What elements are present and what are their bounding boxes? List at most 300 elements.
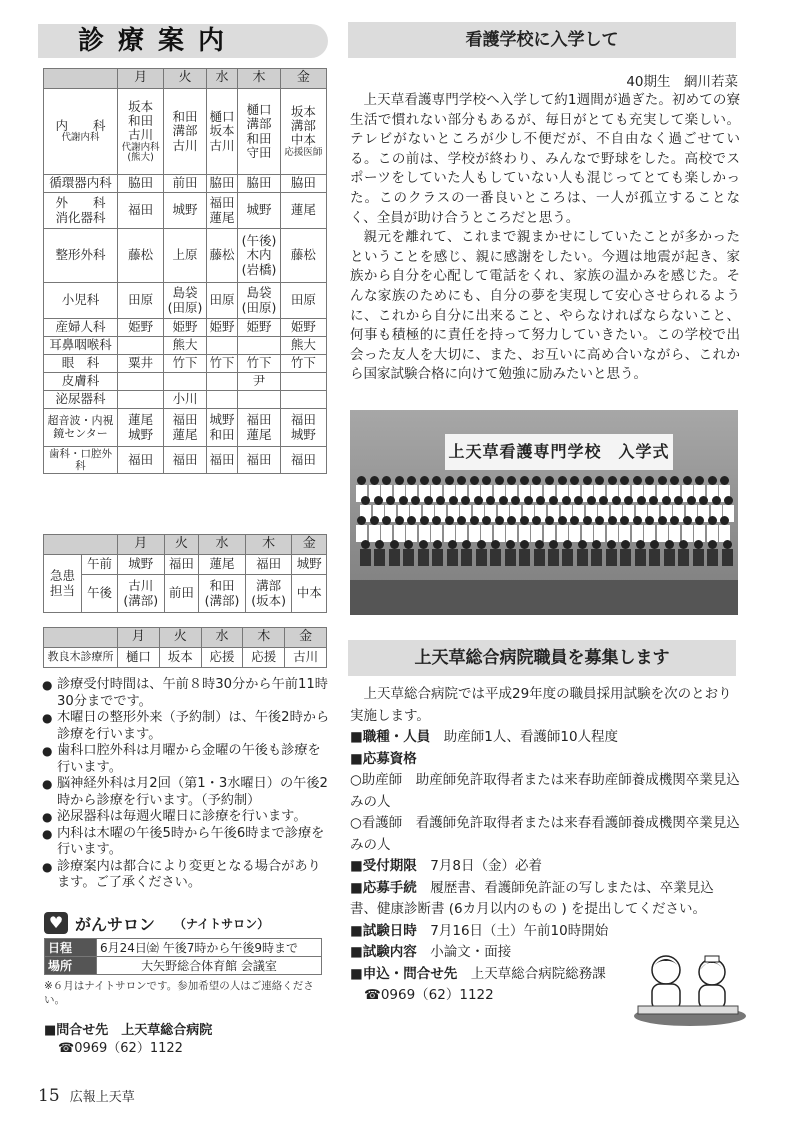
cell-line: 古川 xyxy=(128,127,154,143)
schedule-row xyxy=(44,319,327,337)
recruit-contact-tel: ☎0969（62）1122 xyxy=(364,987,494,1003)
exam-content-value: 小論文・面接 xyxy=(430,944,512,960)
deadline-line xyxy=(350,856,740,878)
cell-line: 田原 xyxy=(128,292,154,308)
doctor-cell xyxy=(238,355,281,373)
note-item: ● 診療案内は都合により変更となる場合があります。ご了承ください。 xyxy=(42,859,332,892)
doctor-cell xyxy=(238,283,281,319)
cell-line: 蓮尾 xyxy=(246,426,272,442)
job-value: 助産師1人、看護師10人程度 xyxy=(443,729,619,745)
people-row xyxy=(356,516,732,542)
cell-line: 福田 xyxy=(209,195,235,211)
department-name xyxy=(44,283,118,319)
doctor-cell xyxy=(118,355,164,373)
cell-line: 島袋 xyxy=(172,285,198,301)
cell-line: 脇田 xyxy=(246,175,272,191)
cell-line: 姫野 xyxy=(128,319,154,335)
person-figure xyxy=(678,540,689,566)
cell-line: 和田 xyxy=(128,112,154,128)
doctor-cell xyxy=(245,575,292,613)
contact-label: ■問合せ先 上天草総合病院 xyxy=(44,1023,213,1038)
cell-line: 和田 xyxy=(209,578,235,594)
cell-line: 尹 xyxy=(252,373,266,389)
note-item: ● 泌尿器科は毎週火曜日に診療を行います。 xyxy=(42,809,332,826)
person-figure xyxy=(406,516,417,542)
doctor-cell xyxy=(206,447,238,474)
doctor-cell: 坂本 xyxy=(159,648,201,668)
clinic-guide-header xyxy=(38,18,328,58)
corner-cell xyxy=(44,628,118,648)
cell-line: 坂本 xyxy=(209,123,235,139)
cell-line: 担当 xyxy=(49,582,75,598)
note-item: ● 脳神経外科は月2回（第1・3水曜日）の午後2時から診療を行います。（予約制） xyxy=(42,776,332,809)
person-figure xyxy=(444,516,455,542)
person-figure xyxy=(481,516,492,542)
doctor-cell xyxy=(118,575,165,613)
person-figure xyxy=(403,540,414,566)
exam-date-value: 7月16日（土）午前10時開始 xyxy=(430,922,609,939)
doctor-cell xyxy=(118,283,164,319)
doctor-cell xyxy=(164,447,207,474)
ceremony-banner: 上天草看護専門学校 入学式 xyxy=(445,434,673,470)
time-slot: 午前 xyxy=(82,555,118,575)
person-figure xyxy=(431,516,442,542)
doctor-cell xyxy=(199,555,246,575)
day-header: 水 xyxy=(201,628,243,648)
cell-line: 福田 xyxy=(290,451,316,467)
doctor-cell: 古川 xyxy=(285,648,327,668)
schedule-table xyxy=(43,68,327,474)
person-figure xyxy=(582,516,593,542)
day-header: 水 xyxy=(199,535,246,555)
qualification-label: ■応募資格 xyxy=(350,750,417,767)
cell-line: 福田 xyxy=(290,412,316,428)
cell-line: 竹下 xyxy=(172,355,198,371)
doctor-cell xyxy=(238,193,281,229)
cell-line: 消化器科 xyxy=(55,209,106,225)
procedure-line xyxy=(350,878,740,921)
cell-line: 藤松 xyxy=(128,247,154,263)
essay-paragraph: 上天草看護専門学校へ入学して約1週間が過ぎた。初めての寮生活で慣れない部分もあるが、毎日がとても充実して楽しい。テレビがないところが少し不便だが、不自由なく過ごせている。この前は、学校が終わり、みんなで野球をした。高校でスポーツをしていた人もしていない人も混じってとても楽しかった。このクラスの一番良いところは、一人が孤立することなく、全員が助け合うところだと思う。 xyxy=(350,92,740,226)
cell-line: 溝部 xyxy=(290,118,316,134)
cell-line: 島袋 xyxy=(246,285,272,301)
doctor-cell xyxy=(238,409,281,447)
doctor-cell xyxy=(206,355,238,373)
person-figure xyxy=(490,540,501,566)
salon-info-table xyxy=(44,938,322,975)
person-figure xyxy=(657,516,668,542)
salon-place-label: 場所 xyxy=(45,957,97,975)
cell-line: 姫野 xyxy=(172,319,198,335)
cell-line: 福田 xyxy=(209,451,235,467)
cell-line: (岩橋) xyxy=(241,261,277,277)
doctor-cell xyxy=(280,229,326,283)
person-figure xyxy=(562,540,573,566)
cell-line: 急患 xyxy=(49,568,75,584)
doctor-cell xyxy=(118,555,165,575)
doctor-cell xyxy=(164,319,207,337)
schedule-row xyxy=(44,337,327,355)
cell-line: 小川 xyxy=(172,391,198,407)
department-name xyxy=(44,319,118,337)
exam-date-label: ■試験日時 xyxy=(350,922,417,939)
doctor-cell xyxy=(206,89,238,175)
cell-line: (溝部) xyxy=(123,592,159,608)
day-header: 水 xyxy=(206,69,238,89)
cell-line: 眼 科 xyxy=(61,355,100,371)
person-figure xyxy=(381,516,392,542)
cell-line: (午後) xyxy=(241,232,277,248)
recruitment-heading: 上天草総合病院職員を募集します xyxy=(348,640,736,676)
nurses-illustration xyxy=(628,948,746,1028)
cell-line: 古川 xyxy=(209,137,235,153)
person-figure xyxy=(644,516,655,542)
doctor-cell xyxy=(280,283,326,319)
procedure-value: 履歴書、看護師免許証の写しまたは、卒業見込書、健康診断書 (6カ月以内のもの ) を提出してください。 xyxy=(350,879,714,917)
cell-line: 福田 xyxy=(128,451,154,467)
person-figure xyxy=(432,540,443,566)
day-header: 火 xyxy=(164,535,199,555)
note-item: ● 木曜日の整形外来（予約制）は、午後2時から診療を行います。 xyxy=(42,710,332,743)
day-header: 月 xyxy=(118,535,165,555)
schedule-row xyxy=(44,373,327,391)
cell-line: 竹下 xyxy=(290,355,316,371)
cell-line: 内 科 xyxy=(55,118,106,134)
department-name: 教良木診療所 xyxy=(44,648,118,668)
person-figure xyxy=(649,540,660,566)
day-header: 木 xyxy=(243,628,285,648)
cell-line: 樋口 xyxy=(246,101,272,117)
person-figure xyxy=(374,540,385,566)
cell-line: 城野 xyxy=(296,556,322,572)
cell-line: 姫野 xyxy=(209,319,235,335)
day-header: 火 xyxy=(164,69,207,89)
job-label: ■職種・人員 xyxy=(350,729,431,745)
person-figure xyxy=(619,516,630,542)
cell-line: 福田 xyxy=(128,202,154,218)
cell-line: (田原) xyxy=(241,299,277,315)
doctor-cell xyxy=(280,373,326,391)
cell-line: 福田 xyxy=(172,451,198,467)
doctor-cell xyxy=(164,575,199,613)
cell-line: 皮膚科 xyxy=(61,373,100,389)
doctor-cell xyxy=(280,355,326,373)
cell-line: 姫野 xyxy=(290,319,316,335)
person-figure xyxy=(469,516,480,542)
person-figure xyxy=(544,516,555,542)
doctor-cell xyxy=(206,337,238,355)
day-header: 月 xyxy=(118,69,164,89)
schedule-row xyxy=(44,283,327,319)
department-name xyxy=(44,229,118,283)
person-figure xyxy=(494,516,505,542)
cell-line: 脇田 xyxy=(209,175,235,191)
salon-note: ※６月はナイトサロンです。参加希望の人はご連絡ください。 xyxy=(44,980,314,1006)
cell-line: 和田 xyxy=(246,130,272,146)
day-header: 木 xyxy=(245,535,292,555)
person-figure xyxy=(620,540,631,566)
person-figure xyxy=(632,516,643,542)
person-figure xyxy=(360,540,371,566)
emergency-table xyxy=(43,534,327,613)
department-name xyxy=(44,391,118,409)
doctor-cell xyxy=(164,409,207,447)
cell-line: 代謝内科 xyxy=(121,141,160,153)
note-item: ● 歯科口腔外科は月曜から金曜の午後も診療を行います。 xyxy=(42,743,332,776)
cell-line: 城野 xyxy=(128,556,154,572)
person-figure xyxy=(519,540,530,566)
person-figure xyxy=(707,516,718,542)
person-figure xyxy=(456,516,467,542)
doctor-cell xyxy=(280,193,326,229)
doctor-cell xyxy=(164,229,207,283)
doctor-cell xyxy=(292,555,327,575)
cell-line: 姫野 xyxy=(246,319,272,335)
clinic-guide-title: 診療案内 xyxy=(78,26,239,56)
department-name xyxy=(44,193,118,229)
person-figure xyxy=(693,540,704,566)
schedule-row xyxy=(44,229,327,283)
salon-date-value: 6月24日㈮ 午後7時から午後9時まで xyxy=(97,939,322,957)
person-figure xyxy=(722,540,733,566)
cell-line: 応援医師 xyxy=(284,146,323,158)
doctor-cell xyxy=(164,391,207,409)
branch-row xyxy=(44,648,327,668)
cell-line: 外 科 xyxy=(55,195,106,211)
person-figure xyxy=(519,516,530,542)
cell-line: 城野 xyxy=(209,412,235,428)
essay-body xyxy=(350,91,740,385)
doctor-cell xyxy=(118,89,164,175)
cell-line: 脇田 xyxy=(128,175,154,191)
department-name xyxy=(44,175,118,193)
stage-floor xyxy=(350,580,738,615)
doctor-cell xyxy=(280,409,326,447)
cell-line: 城野 xyxy=(172,202,198,218)
cell-line: 坂本 xyxy=(128,98,154,114)
doctor-cell xyxy=(164,355,207,373)
person-figure xyxy=(682,516,693,542)
emergency-row xyxy=(44,555,327,575)
corner-cell xyxy=(44,69,118,89)
day-header: 金 xyxy=(280,69,326,89)
doctor-cell xyxy=(280,319,326,337)
cell-line: 蓮尾 xyxy=(172,426,198,442)
department-name xyxy=(44,337,118,355)
contact-tel: ☎0969（62）1122 xyxy=(58,1041,183,1056)
day-header: 火 xyxy=(159,628,201,648)
doctor-cell: 応援 xyxy=(201,648,243,668)
cell-line: 前田 xyxy=(172,175,198,191)
doctor-cell xyxy=(238,89,281,175)
cell-line: 城野 xyxy=(290,426,316,442)
cell-line: 田原 xyxy=(290,292,316,308)
person-figure xyxy=(461,540,472,566)
cell-line: 鏡センター xyxy=(53,426,108,440)
doctor-cell xyxy=(118,319,164,337)
qualification-nurse: ○看護師 看護師免許取得者または来春看護師養成機関卒業見込みの人 xyxy=(350,815,740,853)
cell-line: 粟井 xyxy=(128,355,154,371)
doctor-cell xyxy=(238,337,281,355)
doctor-cell xyxy=(206,409,238,447)
doctor-cell xyxy=(206,319,238,337)
doctor-cell xyxy=(118,229,164,283)
department-name xyxy=(44,355,118,373)
essay-author: 40期生 網川若菜 xyxy=(626,74,738,90)
cell-line: (田原) xyxy=(167,299,203,315)
doctor-cell xyxy=(206,373,238,391)
cell-line: 福田 xyxy=(168,556,194,572)
doctor-cell xyxy=(118,409,164,447)
doctor-cell xyxy=(238,391,281,409)
salon-place-row xyxy=(45,957,322,975)
doctor-cell xyxy=(238,373,281,391)
person-figure xyxy=(694,516,705,542)
cell-line: 蓮尾 xyxy=(290,202,316,218)
doctor-cell xyxy=(206,391,238,409)
doctor-cell xyxy=(164,89,207,175)
cell-line: 蓮尾 xyxy=(128,412,154,428)
person-figure xyxy=(635,540,646,566)
doctor-cell xyxy=(118,391,164,409)
person-figure xyxy=(577,540,588,566)
cell-line: (熊大) xyxy=(127,152,154,164)
doctor-cell xyxy=(118,373,164,391)
person-figure xyxy=(531,516,542,542)
cell-line: 古川 xyxy=(128,578,154,594)
cell-line: 熊大 xyxy=(290,337,316,353)
person-figure xyxy=(591,540,602,566)
doctor-cell xyxy=(199,575,246,613)
doctor-cell xyxy=(118,175,164,193)
page-footer xyxy=(38,1086,135,1106)
cell-line: 坂本 xyxy=(290,103,316,119)
cell-line: 竹下 xyxy=(209,355,235,371)
branch-clinic-table xyxy=(43,627,327,668)
doctor-cell xyxy=(280,175,326,193)
cell-line: 前田 xyxy=(168,585,194,601)
person-figure xyxy=(389,540,400,566)
cell-line: 蓮尾 xyxy=(209,209,235,225)
doctor-cell xyxy=(164,337,207,355)
publication-name: 広報上天草 xyxy=(69,1090,135,1105)
person-figure xyxy=(548,540,559,566)
procedure-label: ■応募手続 xyxy=(350,879,417,896)
exam-content-label: ■試験内容 xyxy=(350,944,417,960)
cell-line: 蓮尾 xyxy=(209,556,235,572)
emergency-label xyxy=(44,555,82,613)
cell-line: 溝部 xyxy=(256,578,282,594)
department-name xyxy=(44,373,118,391)
time-slot: 午後 xyxy=(82,575,118,613)
notes-list xyxy=(42,677,332,892)
doctor-cell xyxy=(206,229,238,283)
page-number: 15 xyxy=(38,1086,60,1106)
cell-line: 小児科 xyxy=(61,292,100,308)
day-header-row xyxy=(44,628,327,648)
doctor-cell xyxy=(118,193,164,229)
cell-line: 泌尿器科 xyxy=(55,391,106,407)
cell-line: 代謝内科 xyxy=(61,132,100,144)
doctor-cell: 樋口 xyxy=(118,648,160,668)
cell-line: 整形外科 xyxy=(55,247,106,263)
recruit-contact-value: 上天草総合病院総務課 xyxy=(470,965,606,982)
qualification-midwife: ○助産師 助産師免許取得者または来春助産師養成機関卒業見込みの人 xyxy=(350,772,740,810)
job-line xyxy=(350,727,740,749)
person-figure xyxy=(534,540,545,566)
cell-line: (溝部) xyxy=(204,592,240,608)
person-figure xyxy=(356,516,367,542)
person-figure xyxy=(607,516,618,542)
day-header: 金 xyxy=(285,628,327,648)
schedule-row xyxy=(44,89,327,175)
person-figure xyxy=(664,540,675,566)
exam-date-line xyxy=(350,921,740,943)
person-figure xyxy=(594,516,605,542)
doctor-cell xyxy=(280,89,326,175)
person-figure xyxy=(476,540,487,566)
doctor-cell xyxy=(164,373,207,391)
person-figure xyxy=(418,540,429,566)
person-figure xyxy=(669,516,680,542)
person-figure xyxy=(557,516,568,542)
doctor-cell xyxy=(280,337,326,355)
cell-line: 熊大 xyxy=(172,337,198,353)
person-figure xyxy=(606,540,617,566)
day-header: 木 xyxy=(238,69,281,89)
doctor-cell xyxy=(238,175,281,193)
deadline-label: ■受付期限 xyxy=(350,858,417,874)
cell-line: 中本 xyxy=(296,585,322,601)
hospital-contact xyxy=(44,1022,212,1058)
cell-line: 循環器内科 xyxy=(49,175,112,191)
schedule-row xyxy=(44,355,327,373)
doctor-cell xyxy=(206,175,238,193)
cell-line: 古川 xyxy=(172,137,198,153)
person-figure xyxy=(447,540,458,566)
doctor-cell xyxy=(292,575,327,613)
person-figure xyxy=(369,516,380,542)
schedule-row xyxy=(44,175,327,193)
doctor-cell xyxy=(238,447,281,474)
salon-date-row xyxy=(45,939,322,957)
department-name xyxy=(44,409,118,447)
cell-line: 耳鼻咽喉科 xyxy=(49,337,112,353)
person-figure xyxy=(394,516,405,542)
cell-line: 城野 xyxy=(246,202,272,218)
cell-line: 産婦人科 xyxy=(55,319,106,335)
schedule-row xyxy=(44,193,327,229)
doctor-cell xyxy=(206,283,238,319)
cell-line: 中本 xyxy=(290,132,316,148)
department-name xyxy=(44,89,118,175)
cell-line: 守田 xyxy=(246,144,272,160)
essay-paragraph: 親元を離れて、これまで親まかせにしていたことが多かったということを感じ、親に感謝をしたい。今週は地震が起き、家族から自分を心配して電話をくれ、家族の温かみを感じた。そんな家族のためにも、自分の夢を実現して安心させられるように、これから自分に出来ること、やらなければならないこと、何事も積極的に責任を持って努力していきたい。この学校で出会った友人を大切に、また、お互いに高め合いながら、これから国家試験合格に向けて勉強に励みたいと思う。 xyxy=(350,229,740,383)
recruit-contact-label: ■申込・問合せ先 xyxy=(350,965,458,982)
deadline-value: 7月8日（金）必着 xyxy=(430,858,542,874)
cell-line: 樋口 xyxy=(209,108,235,124)
doctor-cell xyxy=(118,337,164,355)
cell-line: 藤松 xyxy=(290,247,316,263)
doctor-cell xyxy=(164,175,207,193)
person-figure xyxy=(506,516,517,542)
cell-line: 溝部 xyxy=(246,116,272,132)
doctor-cell: 応援 xyxy=(243,648,285,668)
salon-heading xyxy=(44,912,324,934)
schedule-row xyxy=(44,447,327,474)
emergency-row xyxy=(44,575,327,613)
doctor-cell xyxy=(118,447,164,474)
